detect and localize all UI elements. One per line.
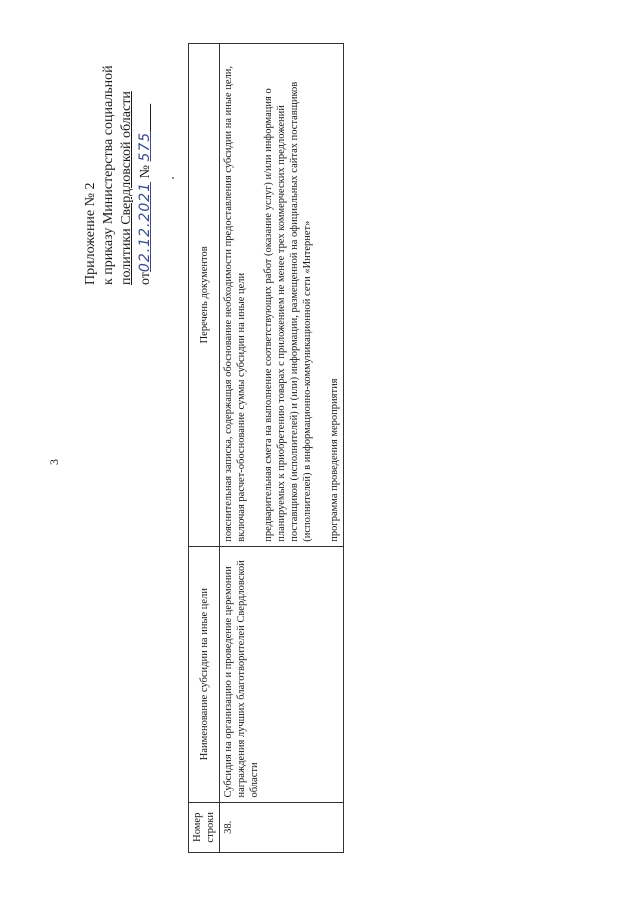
- subsidy-name: Субсидия на организацию и проведение церемонии награждения лучших благотворителей Свердловской области: [220, 546, 344, 802]
- page-number: 3: [47, 459, 61, 465]
- appendix-header: [82, 5, 155, 285]
- document-item: предварительная смета на выполнение соответствующих работ (оказание услуг) и/или информация о планируемых к приобретению товарах с приложением не менее трех коммерческих предложений поставщиков (исполнителей) и (или) информации, размещенной на официальных сайтах поставщиков (исполнителей) в информационно-коммуникационной сети «Интернет»: [263, 81, 313, 542]
- speck: [172, 177, 174, 179]
- document-item: программа проведения мероприятия: [329, 378, 340, 542]
- documents-cell: [220, 44, 344, 547]
- number-prefix: №: [138, 165, 153, 179]
- handwritten-date: 02.12.2021: [137, 181, 153, 273]
- appendix-title: Приложение № 2: [83, 182, 98, 285]
- header-subsidy-name: Наименование субсидии на иные цели: [189, 546, 220, 802]
- header-row-number: Номер строки: [189, 802, 220, 852]
- date-prefix: от: [138, 272, 153, 285]
- row-number: 38.: [220, 802, 344, 852]
- handwritten-number: 575: [137, 131, 153, 162]
- table-header-row: [189, 44, 220, 853]
- appendix-order-line: к приказу Министерства социальной: [101, 65, 116, 285]
- header-documents: Перечень документов: [189, 44, 220, 547]
- appendix-ministry-line: политики Свердловской области: [119, 91, 134, 285]
- table-row: [220, 44, 344, 853]
- document-item: пояснительная записка, содержащая обоснование необходимости предоставления субсидии на иные цели, включая расчет-обоснование суммы субсидии на иные цели: [223, 65, 247, 542]
- documents-table: [188, 43, 344, 853]
- appendix-date-line: [136, 5, 155, 285]
